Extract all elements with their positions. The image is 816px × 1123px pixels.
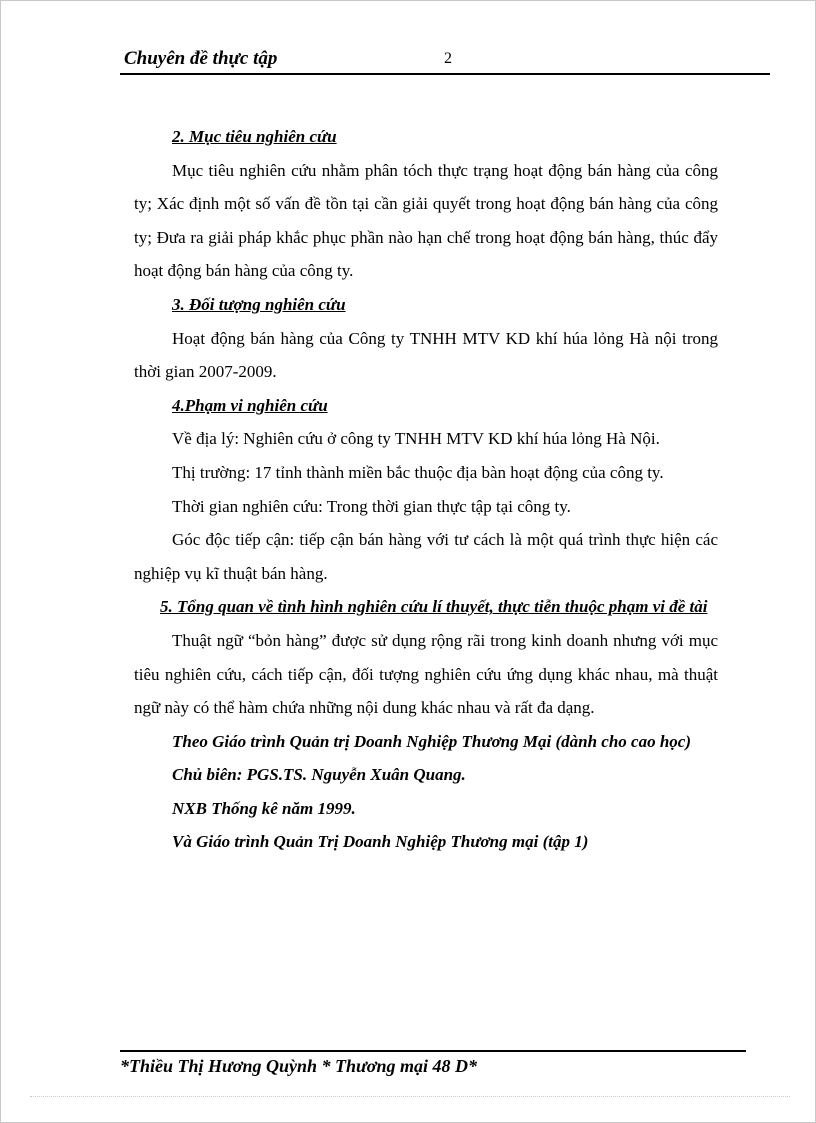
section-4-heading: 4.Phạm vi nghiên cứu bbox=[172, 395, 328, 415]
section-2-heading: 2. Mục tiêu nghiên cứu bbox=[172, 127, 337, 146]
section-3-heading: 3. Đối tượng nghiên cứu bbox=[172, 294, 346, 314]
section-4-paragraph-geography: Về địa lý: Nghiên cứu ở công ty TNHH MTV KD khí húa lỏng Hà Nội. bbox=[172, 429, 660, 449]
page-bottom-dotted-line bbox=[30, 1096, 790, 1097]
footer-author: *Thiều Thị Hương Quỳnh * Thương mại 48 D* bbox=[120, 1056, 477, 1076]
section-4-paragraph-market: Thị trường: 17 tỉnh thành miền bắc thuộc địa bàn hoạt động của công ty. bbox=[172, 462, 664, 482]
section-4-paragraph-time: Thời gian nghiên cứu: Trong thời gian thực tập tại công ty. bbox=[172, 496, 571, 516]
header-rule bbox=[120, 73, 770, 75]
footer-rule bbox=[120, 1050, 746, 1052]
reference-publisher: NXB Thống kê năm 1999. bbox=[172, 798, 356, 818]
header-title: Chuyên đề thực tập bbox=[124, 48, 278, 69]
section-2-paragraph: Mục tiêu nghiên cứu nhằm phân tóch thực trạng hoạt động bán hàng của công ty; Xác định một số vấn đề tồn tại cần giải quyết trong hoạt động bán hàng của công ty; Đưa ra giải pháp khắc phục phần nào hạn chế trong hoạt động bán hàng, thúc đẩy hoạt động bán hàng của công ty. bbox=[134, 160, 718, 281]
document-body bbox=[134, 120, 718, 859]
section-3-paragraph: Hoạt động bán hàng của Công ty TNHH MTV KD khí húa lỏng Hà nội trong thời gian 2007-2009. bbox=[134, 328, 718, 382]
page-number: 2 bbox=[444, 50, 452, 67]
reference-editor: Chủ biên: PGS.TS. Nguyễn Xuân Quang. bbox=[172, 765, 466, 785]
section-5-paragraph: Thuật ngữ “bỏn hàng” được sử dụng rộng rãi trong kinh doanh nhưng với mục tiêu nghiên cứu, cách tiếp cận, đối tượng nghiên cứu ứng dụng khác nhau, mà thuật ngữ này có thể hàm chứa những nội dung khác nhau và rất đa dạng. bbox=[134, 630, 718, 718]
section-5-heading: 5. Tổng quan về tình hình nghiên cứu lí thuyết, thực tiễn thuộc phạm vi đề tài bbox=[160, 597, 708, 617]
reference-textbook-2: Và Giáo trình Quản Trị Doanh Nghiệp Thương mại (tập 1) bbox=[172, 832, 589, 852]
reference-textbook: Theo Giáo trình Quản trị Doanh Nghiệp Thương Mại (dành cho cao học) bbox=[172, 731, 692, 751]
section-4-paragraph-approach: Góc độc tiếp cận: tiếp cận bán hàng với tư cách là một quá trình thực hiện các nghiệp vụ kĩ thuật bán hàng. bbox=[134, 530, 718, 583]
